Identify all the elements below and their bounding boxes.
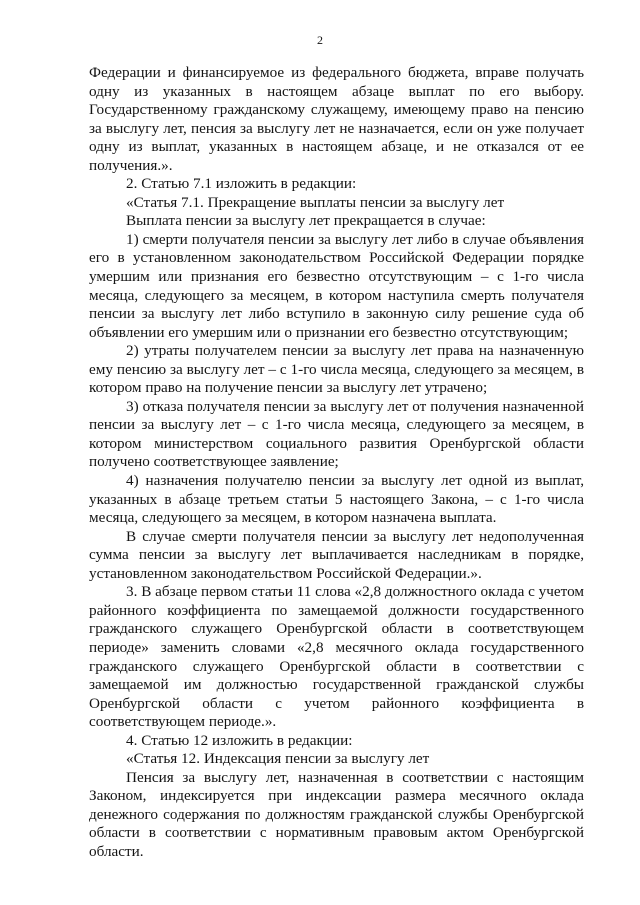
paragraph-item-2: 2. Статью 7.1 изложить в редакции:	[126, 175, 357, 193]
paragraph-case-3: 3) отказа получателя пенсии за выслугу лет от получения назначенной пенсии за выслугу лет – с 1-го числа месяца, следующего за месяцем, в котором министерством социального развития Оренбургской области получено соответствующее заявление;	[89, 397, 584, 471]
paragraph-continuation: Федерации и финансируемое из федерального бюджета, вправе получать одну из указанных в настоящем абзаце выплат по его выбору. Государственному гражданскому служащему, имеющему право на пенсию за выслугу лет, пенсия за выслугу лет не назначается, если он уже получает одну из выплат, указанных в настоящем абзаце, и не отказался от ее получения.».	[89, 64, 584, 174]
paragraph-case-4: 4) назначения получателю пенсии за выслугу лет одной из выплат, указанных в абзаце третьем статьи 5 настоящего Закона, – с 1-го числа месяца, следующего за месяцем, в котором назначена выплата.	[89, 472, 584, 527]
document-body	[89, 64, 584, 862]
paragraph-case-2: 2) утраты получателем пенсии за выслугу лет права на назначенную ему пенсию за выслугу лет – с 1-го числа месяца, следующего за месяцем, в котором право на получение пенсии за выслугу лет утрачено;	[89, 342, 584, 397]
paragraph-item-3: 3. В абзаце первом статьи 11 слова «2,8 должностного оклада с учетом районного коэффициента по замещаемой должности государственного гражданского служащего Оренбургской области в соответствующем периоде» заменить словами «2,8 месячного оклада государственного гражданского служащего Оренбургской области в соответствии с замещаемой им должностью государственной гражданской службы Оренбургской области с учетом районного коэффициента в соответствующем периоде.».	[89, 583, 584, 731]
paragraph-death-case: В случае смерти получателя пенсии за выслугу лет недополученная сумма пенсии за выслугу лет выплачивается наследникам в порядке, установленном законодательством Российской Федерации.».	[89, 527, 584, 582]
paragraph-indexation: Пенсия за выслугу лет, назначенная в соответствии с настоящим Законом, индексируется при индексации размера месячного оклада денежного содержания по должностям гражданской службы Оренбургской области в соответствии с нормативным правовым актом Оренбургской области.	[89, 768, 584, 860]
paragraph-case-1: 1) смерти получателя пенсии за выслугу лет либо в случае объявления его в установленном законодательством Российской Федерации порядке умершим или признания его безвестно отсутствующим – с 1-го числа месяца, следующего за месяцем, в котором наступила смерть получателя пенсии за выслугу лет либо вступило в законную силу решение суда об объявлении его умершим или о признании его безвестно отсутствующим;	[89, 230, 584, 341]
article-12-heading: «Статья 12. Индексация пенсии за выслугу лет	[126, 750, 430, 768]
paragraph-termination-intro: Выплата пенсии за выслугу лет прекращается в случае:	[126, 212, 486, 230]
article-7-1-heading: «Статья 7.1. Прекращение выплаты пенсии за выслугу лет	[126, 193, 505, 211]
page-number: 2	[317, 33, 323, 47]
paragraph-item-4: 4. Статью 12 изложить в редакции:	[126, 731, 353, 749]
